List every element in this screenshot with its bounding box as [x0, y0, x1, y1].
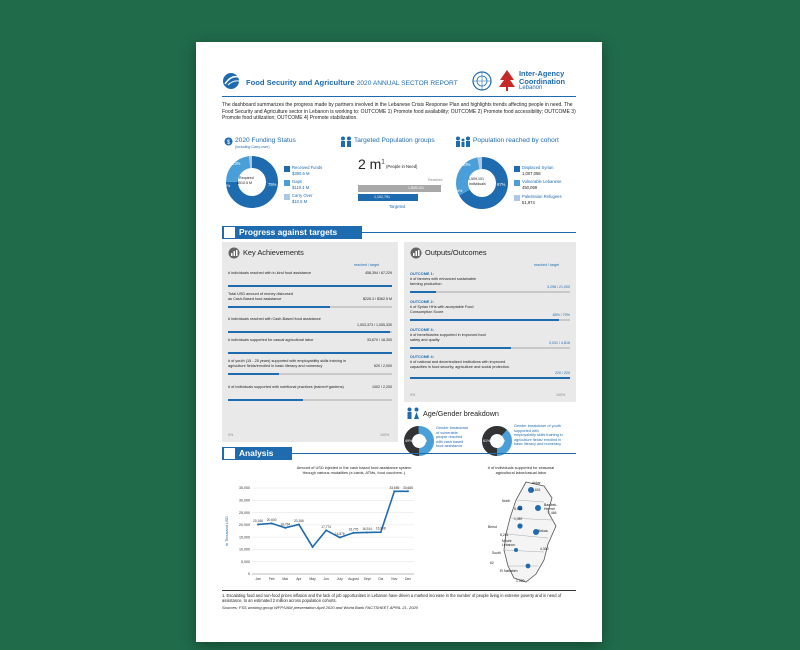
outputs-title: Outputs/Outcomes	[425, 248, 487, 257]
chart-data-label: 33,665	[403, 485, 413, 490]
funding-title: 2020 Funding Status	[235, 137, 296, 144]
pin-label: (People in Need)	[386, 164, 418, 169]
legend-palestinian-label: Palestinian Refugees	[522, 194, 562, 199]
key-axis-end: 100%	[380, 433, 390, 437]
cohort-pct-syrian: 67%	[497, 182, 506, 187]
chart-data-label: 20,166	[253, 518, 263, 523]
key-item-progress-fill	[228, 352, 392, 354]
outcome-description: # of Syrian HHs with acceptable Food Consumption Score	[410, 305, 474, 314]
footnote-text: 1. Escalating food and non-food prices inflation and the lack of job opportunities in Lebanon have driven a marked increase in the number of people living in extreme poverty and in need of assistance, to an estimated 2 million across population cohorts.	[222, 593, 562, 604]
chart-point	[366, 531, 368, 533]
key-item-progress-fill	[228, 306, 330, 308]
key-item-label: # individuals reached with in-kind food assistance	[228, 271, 312, 275]
legend-palestinian-swatch	[514, 195, 520, 201]
chart-data-label: 20,166	[294, 518, 304, 523]
key-item-progress-bar	[228, 285, 392, 287]
required-value: $510.5 M	[237, 181, 252, 185]
chart-point	[298, 523, 300, 525]
outcome-progress-fill	[410, 377, 570, 379]
progress-banner-title: Progress against targets	[239, 227, 338, 237]
map-region-label: South	[492, 551, 501, 555]
chart-xtick-label: Jan	[255, 577, 261, 581]
footer-divider	[222, 590, 576, 591]
chart-data-label: 17,774	[321, 524, 332, 529]
key-item-value: 1002 / 2,200	[372, 385, 392, 389]
targeted-label: Targeted	[389, 204, 406, 209]
required-label: Required	[239, 176, 254, 180]
lebanon-map	[486, 478, 566, 586]
chart-data-label: 16,914	[362, 526, 372, 531]
legend-gaps-swatch	[284, 180, 290, 186]
intro-paragraph: The dashboard summarizes the progress made by partners involved in the Lebanese Crisis Response Plan and highlights trends affecting people in need. The Food Security and Agriculture sector in Lebanon is working to: OUTCOME 1) Promote food availability; OUTCOME 2) Promote food accessibility; OUTCOME 3) Promote food utilization; OUTCOME 4) Promote stabilization.	[222, 102, 576, 122]
key-item-progress-bar	[228, 331, 392, 333]
key-item-progress-bar	[228, 399, 392, 401]
coord-line-3: Lebanon	[519, 85, 543, 92]
chart-point	[271, 522, 273, 524]
outcome-value: 3,031 / 4,816	[549, 341, 570, 345]
key-item-label: # individuals supported for casual agricultural labor	[228, 338, 314, 342]
analysis-banner-rule	[292, 453, 576, 454]
outcome-label: OUTCOME 4:	[410, 355, 434, 359]
funding-pct-received: 75%	[268, 182, 277, 187]
key-item-progress-fill	[228, 373, 279, 375]
trend-icon	[224, 448, 235, 459]
agegender-title: Age/Gender breakdown	[423, 409, 499, 418]
chart-point	[407, 490, 409, 492]
chart-ytick-label: 20,000	[239, 523, 250, 528]
outputs-panel	[404, 242, 576, 402]
cohort-title: Population reached by cohort	[473, 137, 559, 144]
map-region-label: Akkar	[532, 481, 541, 485]
report-page	[196, 42, 602, 642]
chart-xtick-label: Dec	[404, 577, 412, 581]
targeted-title: Targeted Population groups	[354, 137, 435, 144]
legend-syrian-label: Displaced Syrian	[522, 165, 554, 170]
outputs-reached-target-header: reached / target	[534, 263, 560, 267]
legend-syrian-value: 1,007,058	[522, 171, 541, 176]
outcome-label: OUTCOME 1:	[410, 272, 434, 276]
outputs-axis-start: 0%	[410, 393, 416, 397]
chart-xtick-label: May	[309, 577, 316, 581]
outcome-progress-fill	[410, 291, 436, 293]
report-title	[246, 78, 458, 87]
chart-point	[312, 546, 314, 548]
gender-icon	[406, 407, 420, 419]
outcome-progress-bar	[410, 319, 570, 321]
key-item-progress-fill	[228, 285, 392, 287]
key-item-value: 620 / 2,000	[374, 364, 392, 368]
money-icon	[224, 137, 233, 146]
chart-data-label: 16,776	[348, 527, 359, 532]
key-item-progress-bar	[228, 373, 392, 375]
map-region-label: El Nabatieh	[500, 569, 518, 573]
coordination-logo-text	[519, 70, 565, 93]
chart-data-label: 33,655	[389, 485, 400, 490]
key-achievements-title: Key Achievements	[243, 248, 304, 257]
chart-data-label: 16,998	[375, 526, 386, 531]
key-item-value: 1,003,373 / 1,005,330	[357, 323, 392, 327]
outcome-progress-fill	[410, 347, 511, 349]
chart-xtick-label: Sept	[363, 577, 371, 581]
legend-received-swatch	[284, 166, 290, 172]
map-region-label: 1,601	[532, 488, 541, 492]
chart-ytick-label: 5,000	[241, 559, 250, 564]
reached-value: 1,509,101	[408, 186, 424, 190]
gender-cash-caption: Gender breakdown of vulnerable people reached with cash based food assistance	[436, 426, 469, 449]
cedar-logo-icon	[497, 69, 517, 93]
footnote-sources: Sources: FSS working group WFP/VAM presentation April 2020 and World Bank FACTSHEET APRIL 21, 2020	[222, 605, 418, 610]
chart-xtick-label: Mar	[282, 577, 289, 581]
reached-bar	[358, 185, 441, 192]
map-region-label: North	[502, 499, 511, 503]
un-emblem-icon	[470, 70, 494, 92]
gender-youth-caption: Gender breakdown of youth supported with employability skills training in agriculture fields/ enrolled in basic literacy and numeracy	[514, 424, 563, 447]
chart-data-label: 20,600	[266, 517, 277, 522]
outcome-description: # of beneficiaries supported in improved food safety and quality	[410, 333, 486, 342]
chart-point	[325, 529, 327, 531]
key-item-label: # individuals reached with Cash-Based food assistance	[228, 317, 321, 321]
key-item-progress-bar	[228, 306, 392, 308]
chart-point	[352, 532, 354, 534]
reached-label: Reached	[428, 178, 443, 182]
key-item-progress-fill	[228, 399, 303, 401]
legend-received-value: $380.6 M	[292, 171, 310, 176]
chart-xtick-label: Nov	[391, 577, 398, 581]
outcome-label: OUTCOME 3:	[410, 328, 434, 332]
key-reached-target-header: reached / target	[354, 263, 380, 267]
pin-figure	[358, 156, 385, 172]
legend-lebanese-label: Vulnerable Lebanese	[522, 179, 562, 184]
map-region-label: 7,466	[548, 511, 557, 515]
chart-ytick-label: 10,000	[239, 547, 250, 552]
map-region-label: 62	[490, 561, 494, 565]
chart-point	[257, 523, 259, 525]
key-item-label: # of individuals supported with nutritional practices (trained+gardens)	[228, 385, 344, 389]
outcome-progress-bar	[410, 377, 570, 379]
chart-ytick-label: 15,000	[239, 535, 250, 540]
coord-line-2: Coordination	[519, 76, 565, 86]
map-region-label: 8,261	[500, 533, 509, 537]
outcome-value: 3,298 / 21,000	[547, 285, 570, 289]
map-region-label: 1,387	[514, 517, 523, 521]
funding-pct-gaps: 23%	[232, 161, 241, 166]
chart-data-label: 14,876	[334, 531, 345, 536]
coord-line-1: Inter-Agency	[519, 69, 565, 78]
cohort-center-label: individuals	[469, 182, 486, 186]
pin-value: 2 m	[358, 156, 382, 172]
chart-ylabel: in Thousand USD	[225, 516, 229, 546]
map-region-label: Bekaa	[538, 529, 548, 533]
legend-syrian-swatch	[514, 166, 520, 172]
key-item-label: # of youth (15 - 25 years) supported with employability skills training in agriculture fields/enrolled in basic literacy and numeracy	[228, 359, 346, 368]
outcome-progress-fill	[410, 319, 559, 321]
chart-xtick-label: Oct	[378, 577, 384, 581]
progress-banner-rule	[362, 232, 576, 233]
chart-point	[380, 531, 382, 533]
usd-line-chart	[222, 478, 422, 588]
report-subtitle: 2020 ANNUAL SECTOR REPORT	[356, 80, 458, 87]
key-item-value: $226.3 / $362.5 M	[363, 297, 392, 301]
legend-carry-label: Carry Over	[292, 193, 313, 198]
key-item-value: 33,670 / 18,300	[367, 338, 392, 342]
chart-title: Amount of USD injected in the cash based food assistance system through various modalities (e-cards, ATMs, food vouchers..)	[296, 465, 412, 475]
legend-received-label: Received Funds	[292, 165, 323, 170]
outputs-axis-end: 100%	[556, 393, 566, 397]
gender-youth-female-pct: 61%	[483, 439, 491, 443]
key-item-progress-bar	[228, 352, 392, 354]
map-region-label: Baalbek- Hermel	[544, 503, 558, 511]
outcome-value: 220 / 220	[555, 371, 570, 375]
map-region-label: 1,020	[516, 579, 525, 583]
analysis-banner	[222, 447, 292, 460]
chart-ytick-label: 30,000	[239, 498, 250, 503]
outcome-description: # of national and decentralized institutions with improved capacities in food security, agriculture and social protection.	[410, 360, 510, 369]
chart-icon	[228, 247, 240, 259]
cohort-pct-palestinian: 4%	[457, 189, 463, 193]
progress-banner	[222, 226, 362, 239]
legend-lebanese-value: 450,069	[522, 185, 538, 190]
map-region-label: 4,300	[540, 547, 549, 551]
people-icon	[339, 136, 353, 147]
funding-note: (including Carry-over)	[235, 145, 270, 149]
funding-pct-carry: 2%	[225, 184, 231, 188]
chart-ytick-label: 35,000	[239, 486, 250, 491]
cohort-pct-lebanese: 30%	[462, 162, 471, 167]
map-region-label: Mount Lebanon	[502, 539, 516, 547]
chart-data-label: 18,794	[280, 522, 291, 527]
map-title: # of individuals supported for seasonal agricultural labor/casual labor	[487, 465, 555, 475]
wheat-logo-icon	[222, 72, 242, 90]
outcome-progress-bar	[410, 291, 570, 293]
legend-gaps-label: Gaps	[292, 179, 303, 184]
key-axis-start: 0%	[228, 433, 234, 437]
map-region-label: 5,081	[514, 507, 523, 511]
gender-youth-male-pct: 39%	[498, 439, 506, 443]
map-region-label: Beirut	[488, 525, 497, 529]
key-item-label: Total USD amount of money disbursed as Cash-Based food assistance	[228, 292, 294, 301]
target-icon	[224, 227, 235, 238]
key-achievements-panel	[222, 242, 398, 442]
chart-xtick-label: Jun	[323, 577, 329, 581]
legend-gaps-value: $119.4 M	[292, 185, 310, 190]
cohort-center-value: 1,509,101	[468, 177, 484, 181]
chart-point	[284, 527, 286, 529]
key-item-progress-fill	[228, 331, 390, 333]
legend-lebanese-swatch	[514, 180, 520, 186]
pin-footnote-marker: 1	[381, 159, 385, 166]
chart-xtick-label: Apr	[296, 577, 302, 581]
gender-cash-male-pct: 51%	[420, 439, 428, 443]
chart-ytick-label: 0	[248, 572, 250, 577]
header-divider	[222, 96, 576, 97]
outcome-progress-bar	[410, 347, 570, 349]
legend-palestinian-value: 51,974	[522, 200, 535, 205]
gender-cash-female-pct: 49%	[405, 439, 413, 443]
chart-point	[393, 490, 395, 492]
chart-series-line	[258, 491, 408, 547]
chart-xtick-label: August	[348, 577, 359, 581]
analysis-banner-title: Analysis	[239, 448, 274, 458]
chart-xtick-label: July	[336, 577, 343, 581]
chart-xtick-label: Feb	[268, 577, 275, 581]
outcome-description: # of farmers with enhanced sustainable farming production	[410, 277, 477, 286]
outcome-value: 65% / 70%	[552, 313, 570, 317]
chart-point	[339, 536, 341, 538]
chart-ytick-label: 25,000	[239, 510, 250, 515]
svg-text:$: $	[226, 140, 231, 146]
legend-carry-value: $10.5 M	[292, 199, 308, 204]
legend-carry-swatch	[284, 194, 290, 200]
targeted-value: 1,102,791	[374, 195, 390, 199]
outcome-label: OUTCOME 2:	[410, 300, 434, 304]
family-icon	[455, 136, 471, 147]
key-item-value: 458,394 / 67,229	[365, 271, 392, 275]
outcome-chart-icon	[410, 247, 422, 259]
sector-title: Food Security and Agriculture	[246, 78, 355, 87]
